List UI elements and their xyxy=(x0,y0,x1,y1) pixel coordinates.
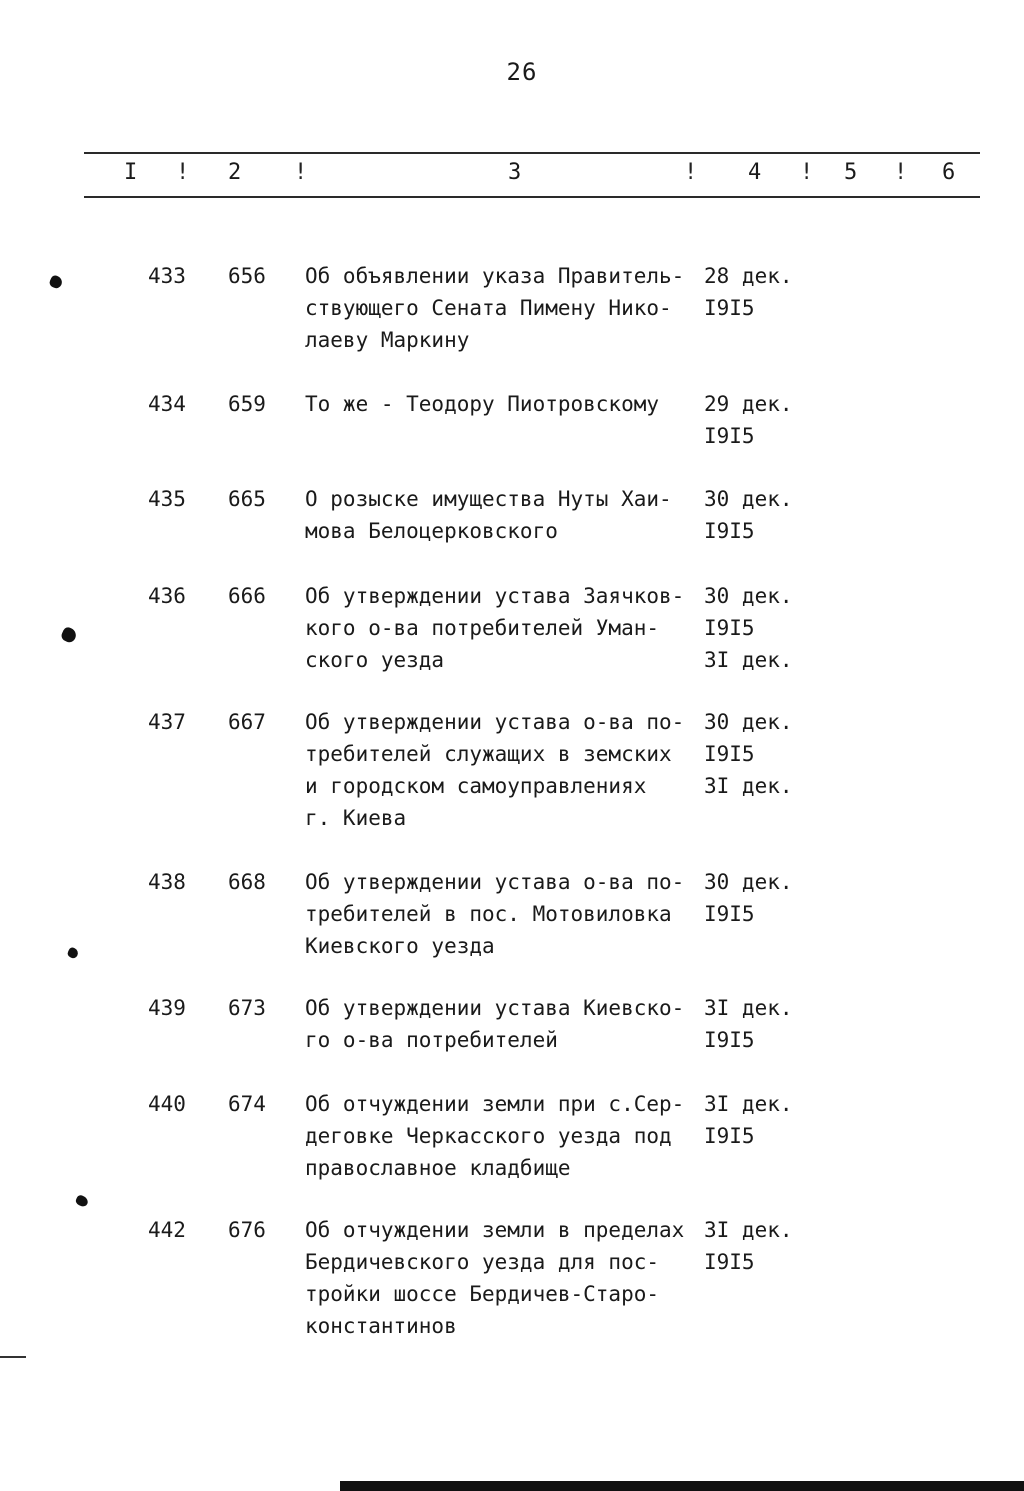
date-line: 30 дек. xyxy=(704,710,793,734)
entry-title xyxy=(305,866,705,962)
entry-title xyxy=(305,706,705,834)
title-line: ского уезда xyxy=(305,648,445,672)
entry-title xyxy=(305,483,705,547)
entry-number: 439 xyxy=(148,996,186,1020)
title-line: кого о-ва потребителей Уман- xyxy=(305,616,660,640)
date-line: 30 дек. xyxy=(704,870,793,894)
binding-hole-mark xyxy=(48,274,64,290)
title-line: Об отчуждении земли в пределах xyxy=(305,1218,685,1242)
header-top-rule xyxy=(84,152,980,154)
sheet-number: 676 xyxy=(228,1218,266,1242)
column-header-1: I xyxy=(124,160,138,185)
scan-bottom-edge xyxy=(340,1481,1024,1491)
entry-number: 437 xyxy=(148,710,186,734)
entry-title xyxy=(305,260,705,356)
date-line: 3I дек. xyxy=(704,1218,793,1242)
column-separator: ! xyxy=(176,160,190,185)
date-line: 3I дек. xyxy=(704,774,793,798)
date-line: 30 дек. xyxy=(704,584,793,608)
sheet-number: 665 xyxy=(228,487,266,511)
column-header-3: 3 xyxy=(508,160,522,185)
binding-hole-mark xyxy=(60,626,79,645)
entry-date xyxy=(704,866,814,930)
entry-date xyxy=(704,1214,814,1278)
entry-title xyxy=(305,580,705,676)
date-line: I9I5 xyxy=(704,742,755,766)
entry-number: 438 xyxy=(148,870,186,894)
date-line: 28 дек. xyxy=(704,264,793,288)
sheet-number: 659 xyxy=(228,392,266,416)
title-line: требителей служащих в земских xyxy=(305,742,672,766)
date-line: I9I5 xyxy=(704,1124,755,1148)
date-line: I9I5 xyxy=(704,902,755,926)
title-line: деговке Черкасского уезда под xyxy=(305,1124,672,1148)
column-header-2: 2 xyxy=(228,160,242,185)
entry-date xyxy=(704,1088,814,1152)
binding-hole-mark xyxy=(66,946,79,959)
title-line: ствующего Сената Пимену Нико- xyxy=(305,296,672,320)
entry-date xyxy=(704,483,814,547)
sheet-number: 674 xyxy=(228,1092,266,1116)
title-line: Об утверждении устава о-ва по- xyxy=(305,870,685,894)
column-separator: ! xyxy=(294,160,308,185)
title-line: православное кладбище xyxy=(305,1156,571,1180)
entry-date xyxy=(704,388,814,452)
page-number: 26 xyxy=(506,58,538,86)
column-separator: ! xyxy=(800,160,814,185)
sheet-number: 668 xyxy=(228,870,266,894)
column-separator: ! xyxy=(894,160,908,185)
column-header-row xyxy=(84,160,980,188)
entry-title xyxy=(305,388,705,420)
entry-date xyxy=(704,260,814,324)
date-line: 3I дек. xyxy=(704,1092,793,1116)
title-line: О розыске имущества Нуты Хаи- xyxy=(305,487,672,511)
title-line: Об отчуждении земли при с.Сер- xyxy=(305,1092,685,1116)
title-line: Об объявлении указа Правитель- xyxy=(305,264,685,288)
title-line: константинов xyxy=(305,1314,457,1338)
scan-edge-mark xyxy=(0,1356,26,1358)
entry-title xyxy=(305,1088,705,1184)
date-line: I9I5 xyxy=(704,519,755,543)
title-line: требителей в пос. Мотовиловка xyxy=(305,902,672,926)
entry-date xyxy=(704,992,814,1056)
title-line: Об утверждении устава Заячков- xyxy=(305,584,685,608)
title-line: То же - Теодору Пиотровскому xyxy=(305,392,660,416)
column-header-6: 6 xyxy=(942,160,956,185)
date-line: 3I дек. xyxy=(704,996,793,1020)
title-line: г. Киева xyxy=(305,806,407,830)
entry-date xyxy=(704,706,814,802)
date-line: 3I дек. xyxy=(704,648,793,672)
date-line: I9I5 xyxy=(704,296,755,320)
column-header-5: 5 xyxy=(844,160,858,185)
date-line: I9I5 xyxy=(704,424,755,448)
entry-number: 434 xyxy=(148,392,186,416)
sheet-number: 667 xyxy=(228,710,266,734)
entry-title xyxy=(305,1214,705,1342)
date-line: I9I5 xyxy=(704,1250,755,1274)
sheet-number: 673 xyxy=(228,996,266,1020)
entry-title xyxy=(305,992,705,1056)
title-line: и городском самоуправлениях xyxy=(305,774,647,798)
column-separator: ! xyxy=(684,160,698,185)
sheet-number: 666 xyxy=(228,584,266,608)
header-bottom-rule xyxy=(84,196,980,198)
date-line: 29 дек. xyxy=(704,392,793,416)
title-line: тройки шоссе Бердичев-Старо- xyxy=(305,1282,660,1306)
date-line: I9I5 xyxy=(704,1028,755,1052)
entry-number: 442 xyxy=(148,1218,186,1242)
column-header-4: 4 xyxy=(748,160,762,185)
title-line: го о-ва потребителей xyxy=(305,1028,558,1052)
entry-number: 435 xyxy=(148,487,186,511)
date-line: I9I5 xyxy=(704,616,755,640)
entry-number: 433 xyxy=(148,264,186,288)
entry-number: 440 xyxy=(148,1092,186,1116)
entry-date xyxy=(704,580,814,676)
title-line: лаеву Маркину xyxy=(305,328,470,352)
binding-hole-mark xyxy=(74,1194,89,1208)
entry-number: 436 xyxy=(148,584,186,608)
date-line: 30 дек. xyxy=(704,487,793,511)
title-line: Бердичевского уезда для пос- xyxy=(305,1250,660,1274)
sheet-number: 656 xyxy=(228,264,266,288)
title-line: Об утверждении устава о-ва по- xyxy=(305,710,685,734)
title-line: Об утверждении устава Киевско- xyxy=(305,996,685,1020)
title-line: Киевского уезда xyxy=(305,934,495,958)
title-line: мова Белоцерковского xyxy=(305,519,558,543)
